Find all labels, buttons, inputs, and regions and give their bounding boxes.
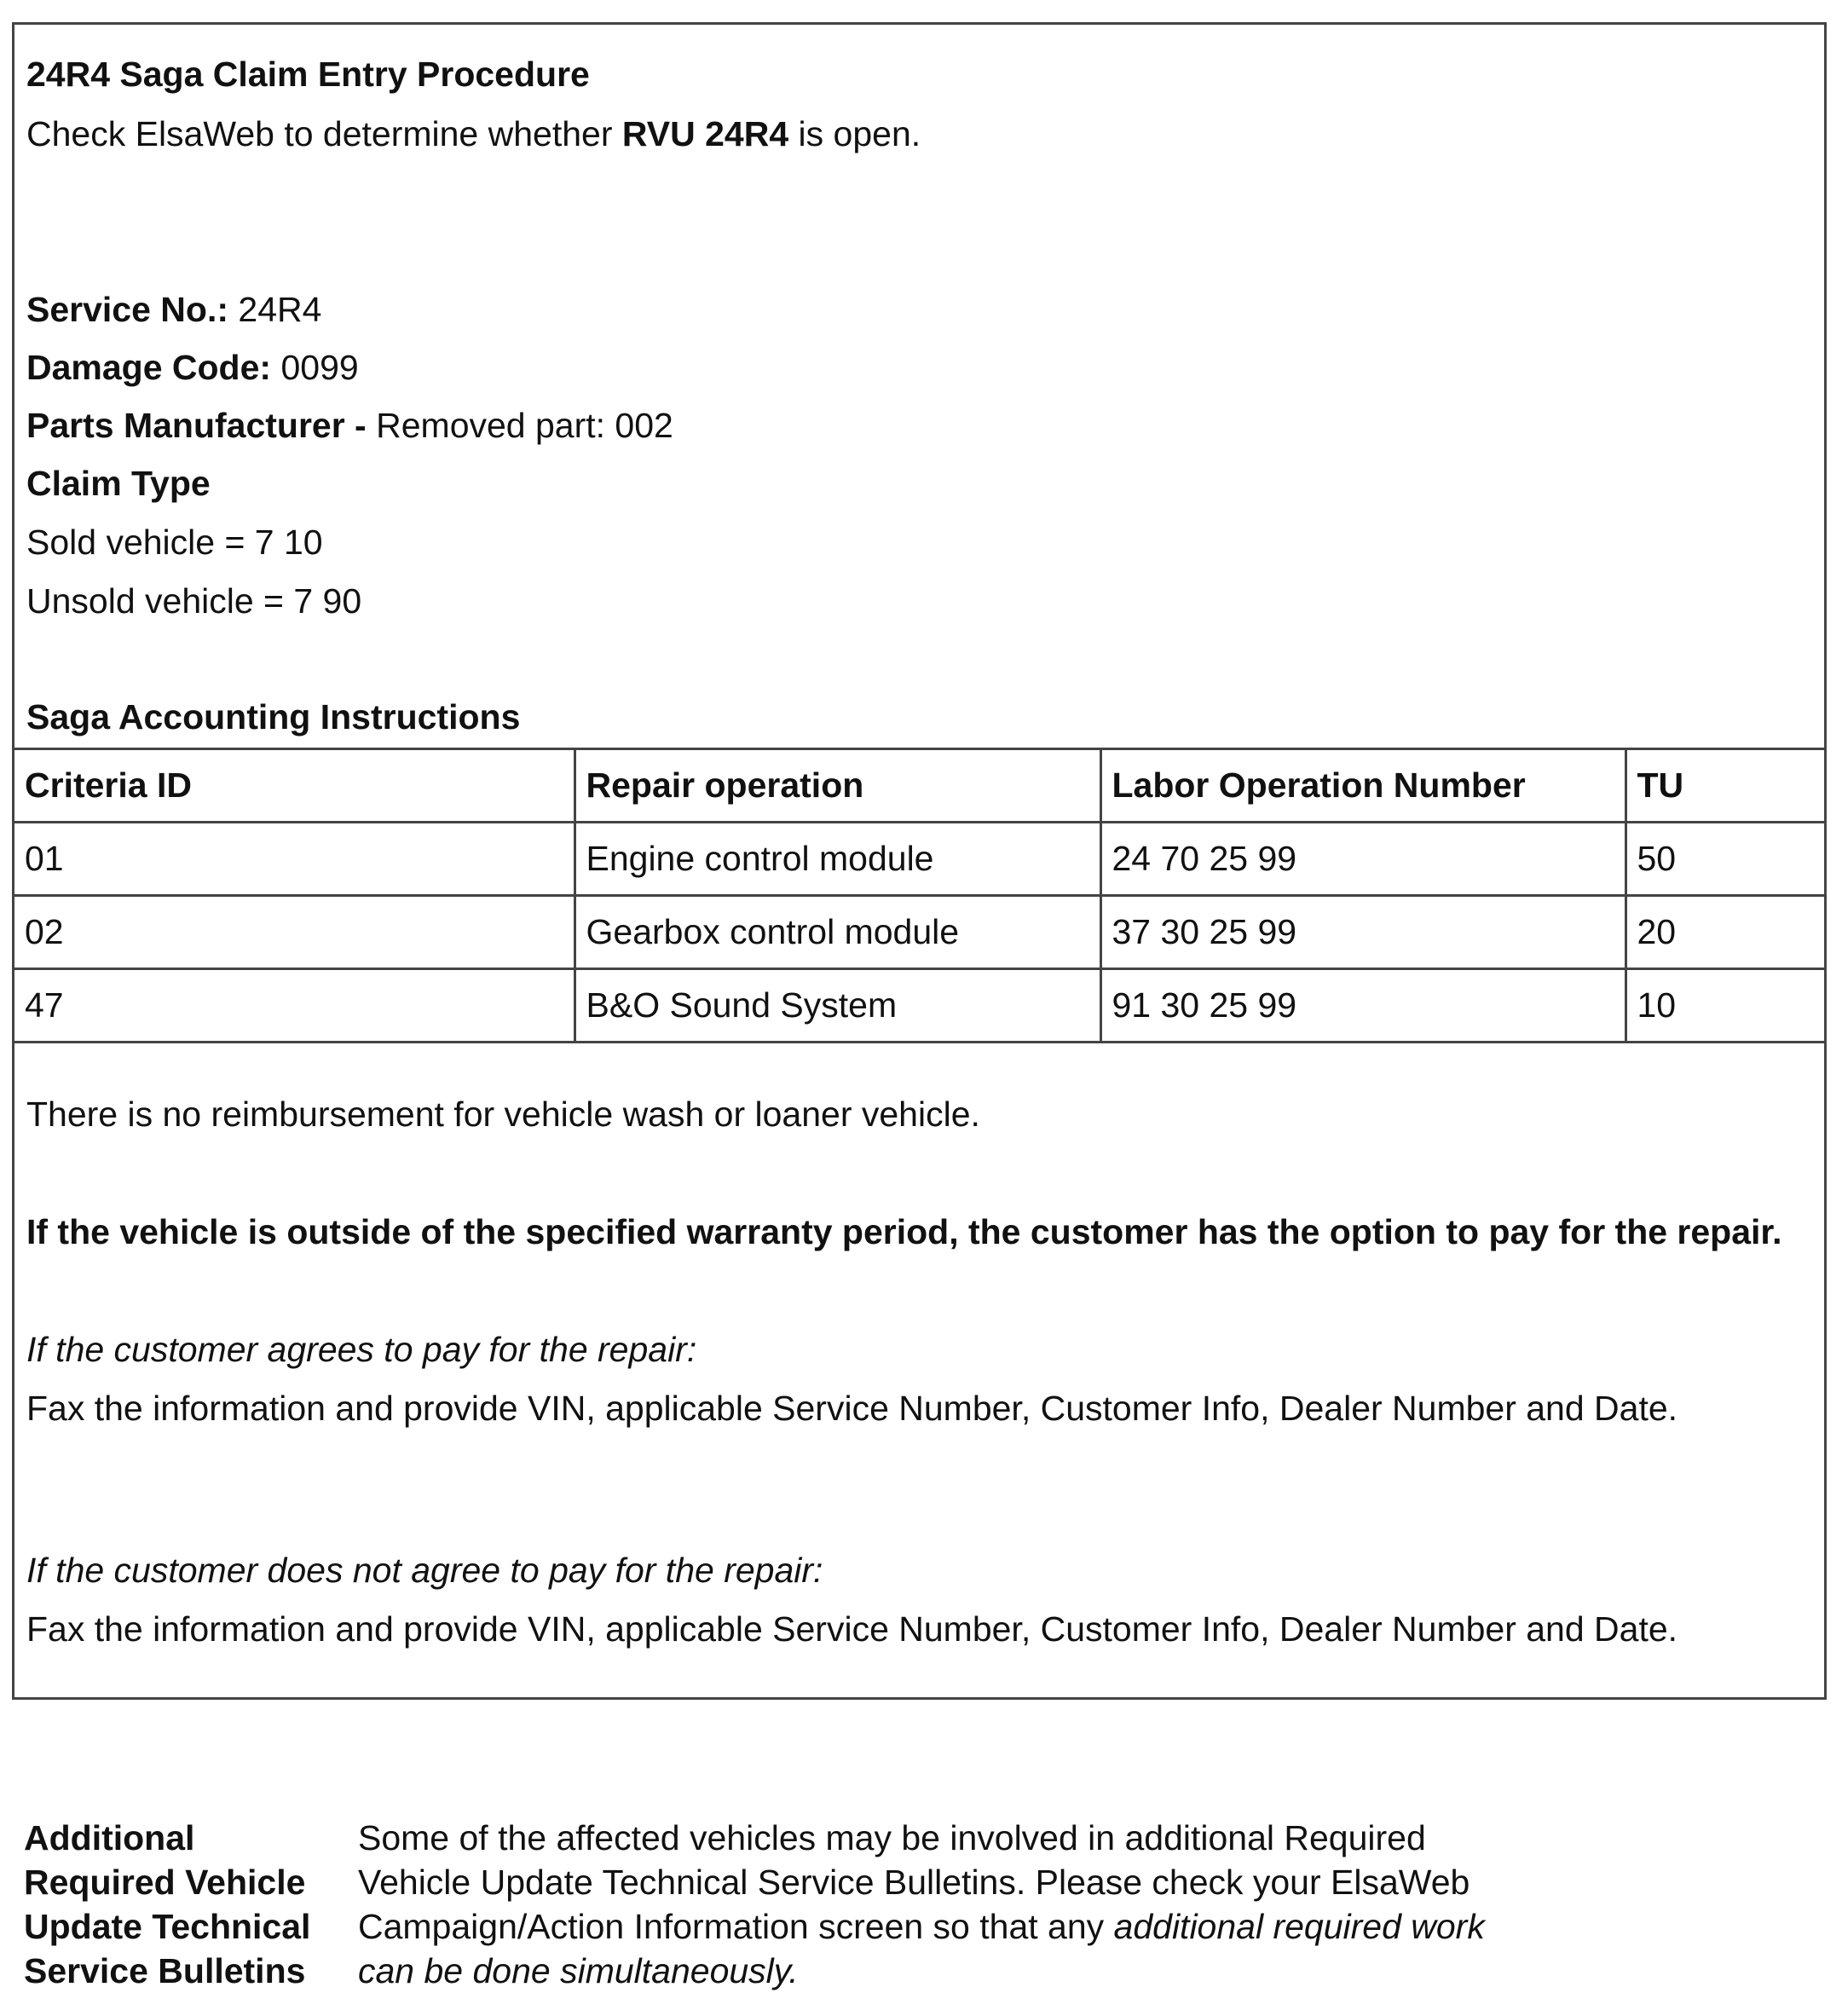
customer-not-agree-text: Fax the information and provide VIN, applicable Service Number, Customer Info, Dealer Number and Date.	[26, 1609, 1678, 1649]
accounting-table	[14, 748, 1824, 1043]
parts-manufacturer-label: Parts Manufacturer -	[26, 406, 367, 445]
check-suffix: is open.	[798, 114, 921, 153]
damage-code-value: 0099	[280, 348, 359, 387]
table-header-row	[14, 749, 1824, 823]
tu-cell: 10	[1625, 969, 1824, 1043]
parts-manufacturer-value: Removed part: 002	[376, 406, 673, 445]
additional-bulletins-title	[24, 1816, 310, 1993]
header-repair-operation: Repair operation	[575, 749, 1100, 823]
labor-operation-cell: 91 30 25 99	[1100, 969, 1625, 1043]
customer-agrees-text: Fax the information and provide VIN, applicable Service Number, Customer Info, Dealer Number and Date.	[26, 1389, 1678, 1428]
body-line: Some of the affected vehicles may be involved in additional Required	[358, 1818, 1426, 1857]
title-line: Required Vehicle	[24, 1863, 306, 1902]
labor-operation-cell: 37 30 25 99	[1100, 896, 1625, 969]
parts-manufacturer-line	[26, 408, 673, 443]
check-prefix: Check ElsaWeb to determine whether	[26, 114, 613, 153]
tu-cell: 20	[1625, 896, 1824, 969]
accounting-heading: Saga Accounting Instructions	[26, 697, 521, 737]
title-line: Update Technical	[24, 1907, 311, 1946]
service-no-value: 24R4	[238, 290, 322, 329]
criteria-id-cell: 01	[14, 823, 575, 896]
damage-code-line	[26, 350, 359, 385]
table-row	[14, 823, 1824, 896]
table-row	[14, 969, 1824, 1043]
additional-bulletins-body	[358, 1816, 1485, 1993]
header-labor-operation-number: Labor Operation Number	[1100, 749, 1625, 823]
title-line: Service Bulletins	[24, 1951, 306, 1990]
procedure-title: 24R4 Saga Claim Entry Procedure	[26, 55, 590, 94]
check-elsaweb-line	[26, 114, 921, 153]
outside-warranty-note: If the vehicle is outside of the specified warranty period, the customer has the option to pay for the repair.	[26, 1212, 1782, 1251]
body-plain-text: Campaign/Action Information screen so that any	[358, 1907, 1114, 1946]
unsold-vehicle: Unsold vehicle = 7 90	[26, 581, 362, 621]
repair-operation-cell: B&O Sound System	[575, 969, 1100, 1043]
rvu-code: RVU 24R4	[621, 114, 789, 153]
claim-procedure-box	[12, 22, 1827, 1700]
no-reimbursement-note: There is no reimbursement for vehicle wash or loaner vehicle.	[26, 1095, 980, 1134]
damage-code-label: Damage Code:	[26, 348, 272, 387]
customer-agrees-heading: If the customer agrees to pay for the repair:	[26, 1330, 697, 1369]
criteria-id-cell: 47	[14, 969, 575, 1043]
title-line: Additional	[24, 1818, 195, 1857]
body-line: can be done simultaneously.	[358, 1951, 799, 1990]
claim-type-label: Claim Type	[26, 464, 211, 503]
body-italic-text: additional required work	[1113, 1907, 1485, 1946]
service-no-label: Service No.:	[26, 290, 228, 329]
body-line	[358, 1904, 1485, 1949]
service-no-line	[26, 292, 321, 327]
tu-cell: 50	[1625, 823, 1824, 896]
customer-not-agree-heading: If the customer does not agree to pay for the repair:	[26, 1551, 823, 1590]
header-criteria-id: Criteria ID	[14, 749, 575, 823]
sold-vehicle: Sold vehicle = 7 10	[26, 523, 323, 562]
repair-operation-cell: Engine control module	[575, 823, 1100, 896]
labor-operation-cell: 24 70 25 99	[1100, 823, 1625, 896]
criteria-id-cell: 02	[14, 896, 575, 969]
repair-operation-cell: Gearbox control module	[575, 896, 1100, 969]
table-row	[14, 896, 1824, 969]
body-line: Vehicle Update Technical Service Bulletins. Please check your ElsaWeb	[358, 1863, 1470, 1902]
header-tu: TU	[1625, 749, 1824, 823]
